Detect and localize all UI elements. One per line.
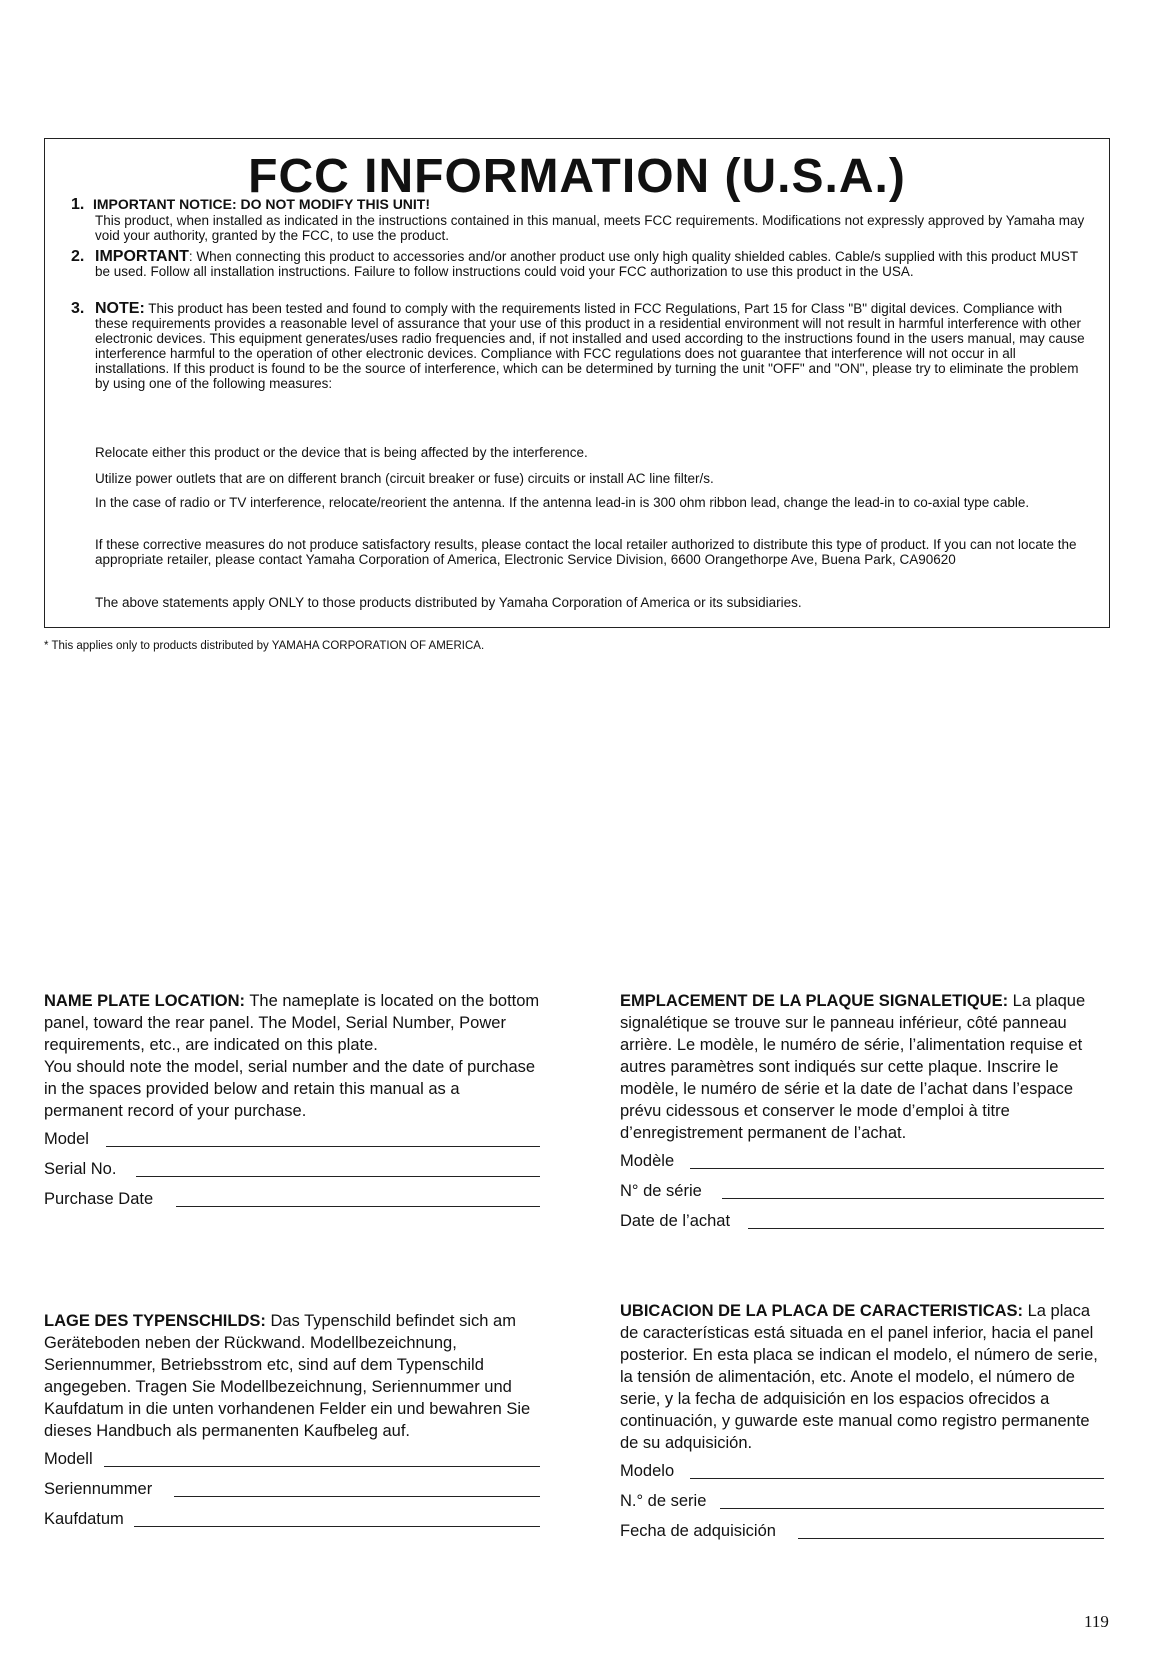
french-paragraph — [620, 990, 1104, 1144]
name-plate-section-german — [44, 1310, 540, 1538]
fcc-item-1 — [45, 197, 1085, 243]
spanish-serial-label: N.° de serie — [620, 1492, 707, 1510]
spanish-serial-field — [620, 1490, 1104, 1520]
french-model-field — [620, 1150, 1104, 1180]
spanish-model-line[interactable] — [690, 1478, 1104, 1479]
fcc-outlets-paragraph: Utilize power outlets that are on different branch (circuit breaker or fuse) circuits or install AC line filter/s. — [95, 471, 714, 486]
french-serial-label: N° de série — [620, 1182, 702, 1200]
german-serial-field — [44, 1478, 540, 1508]
german-paragraph — [44, 1310, 540, 1442]
spanish-text-1: La placa de características está situada en el panel inferior, hacia el panel posterior. En esta placa se indican el modelo, el número de serie, la tensión de alimentación, etc. Anote el modelo, el número de serie, y la fecha de adquisición en los espacios ofrecidos a continuación, y guwarde este manual como registro permanente de su adquisición. — [620, 1302, 1098, 1452]
page-number: 119 — [1084, 1612, 1109, 1631]
spanish-date-line[interactable] — [798, 1538, 1104, 1539]
english-paragraph — [44, 990, 540, 1056]
french-date-field — [620, 1210, 1104, 1240]
name-plate-section-french — [620, 990, 1104, 1240]
french-serial-field — [620, 1180, 1104, 1210]
fcc-item-3-number: 3. — [71, 300, 85, 317]
spanish-date-field — [620, 1520, 1104, 1550]
english-date-field — [44, 1188, 540, 1218]
spanish-serial-line[interactable] — [720, 1508, 1104, 1509]
fcc-statements-paragraph: The above statements apply ONLY to those products distributed by Yamaha Corporation of America or its subsidiaries. — [95, 595, 802, 610]
fcc-contact-paragraph: If these corrective measures do not produce satisfactory results, please contact the local retailer authorized to distribute this type of product. If you can not locate the appropriate retailer, please contact Yamaha Corporation of America, Electronic Service Division, 6600 Orangethorpe Ave, Buena Park, CA90620 — [95, 537, 1077, 567]
english-serial-line[interactable] — [136, 1176, 540, 1177]
french-model-line[interactable] — [690, 1168, 1104, 1169]
fcc-item-2 — [45, 249, 1085, 279]
spanish-paragraph — [620, 1300, 1104, 1454]
fcc-item-1-heading: IMPORTANT NOTICE: DO NOT MODIFY THIS UNIT! — [93, 196, 431, 212]
german-model-line[interactable] — [104, 1466, 540, 1467]
spanish-model-field — [620, 1460, 1104, 1490]
german-model-field — [44, 1448, 540, 1478]
english-model-field — [44, 1128, 540, 1158]
name-plate-section-english — [44, 990, 540, 1218]
english-serial-field — [44, 1158, 540, 1188]
german-text-1: Das Typenschild befindet sich am Geräteboden neben der Rückwand. Modellbezeichnung, Seriennummer, Betriebsstrom etc, sind auf dem Typenschild angegeben. Tragen Sie Modellbezeichnung, Seriennummer und Kaufdatum in die unten vorhandenen Felder ein und bewahren Sie dieses Handbuch als permanenten Kaufbeleg auf. — [44, 1312, 531, 1440]
english-date-line[interactable] — [176, 1206, 540, 1207]
fcc-item-2-body — [95, 249, 1085, 279]
english-serial-label: Serial No. — [44, 1160, 117, 1178]
french-model-label: Modèle — [620, 1152, 675, 1170]
fcc-item-2-text: : When connecting this product to accessories and/or another product use only high quality shielded cables. Cable/s supplied with this product MUST be used. Follow all installation instructions. Failure to follow instructions could void your FCC authorization to use this product in the USA. — [95, 249, 1078, 279]
fcc-item-3 — [45, 301, 1085, 391]
fcc-item-3-text: This product has been tested and found to comply with the requirements listed in FCC Regulations, Part 15 for Class "B" digital devices. Compliance with these requirements provides a reasonable level of assurance that your use of this product in a residential environment will not result in harmful interference with other electronic devices. This equipment generates/uses radio frequencies and, if not installed and used according to the instructions found in the users manual, may cause interference harmful to the operation of other electronic devices. Compliance with FCC regulations does not guarantee that interference will not occur in all installations. If this product is found to be the source of interference, which can be determined by turning the unit "OFF" and "ON", please try to eliminate the problem by using one of the following measures: — [95, 301, 1085, 391]
fcc-relocate-paragraph: Relocate either this product or the device that is being affected by the interference. — [95, 445, 588, 460]
footnote: * This applies only to products distributed by YAMAHA CORPORATION OF AMERICA. — [44, 640, 485, 652]
french-serial-line[interactable] — [722, 1198, 1104, 1199]
spanish-model-label: Modelo — [620, 1462, 675, 1480]
french-heading: EMPLACEMENT DE LA PLAQUE SIGNALETIQUE: — [620, 992, 1009, 1010]
fcc-item-3-lead: NOTE: — [95, 300, 145, 317]
german-date-line[interactable] — [134, 1526, 540, 1527]
german-model-label: Modell — [44, 1450, 93, 1468]
french-text-1: La plaque signalétique se trouve sur le panneau inférieur, côté panneau arrière. Le modèle, le numéro de série, l’alimentation requise et autres paramètres sont indiqués sur cette plaque. Inscrire le modèle, le numéro de série et la date de l’achat dans l’espace prévu cidessous et conserver le mode d’emploi à titre d’enregistrement permanent de l’achat. — [620, 992, 1086, 1142]
fcc-antenna-paragraph: In the case of radio or TV interference, relocate/reorient the antenna. If the antenna lead-in is 300 ohm ribbon lead, change the lead-in to co-axial type cable. — [95, 495, 1030, 510]
fcc-item-1-body: This product, when installed as indicated in the instructions contained in this manual, meets FCC requirements. Modifications not expressly approved by Yamaha may void your authority, granted by the FCC, to use the product. — [95, 213, 1085, 243]
fcc-title: FCC INFORMATION (U.S.A.) — [248, 150, 906, 203]
spanish-heading: UBICACION DE LA PLACA DE CARACTERISTICAS: — [620, 1302, 1024, 1320]
german-date-label: Kaufdatum — [44, 1510, 124, 1528]
spanish-date-label: Fecha de adquisición — [620, 1522, 776, 1540]
french-date-label: Date de l’achat — [620, 1212, 731, 1230]
fcc-item-1-number: 1. — [71, 196, 85, 213]
german-serial-line[interactable] — [174, 1496, 540, 1497]
fcc-information-box — [44, 138, 1110, 628]
german-serial-label: Seriennummer — [44, 1480, 153, 1498]
name-plate-section-spanish — [620, 1300, 1104, 1550]
french-date-line[interactable] — [748, 1228, 1104, 1229]
fcc-item-2-lead: IMPORTANT — [95, 248, 189, 265]
english-heading: NAME PLATE LOCATION: — [44, 992, 246, 1010]
english-date-label: Purchase Date — [44, 1190, 154, 1208]
english-model-line[interactable] — [106, 1146, 540, 1147]
english-model-label: Model — [44, 1130, 89, 1148]
german-date-field — [44, 1508, 540, 1538]
fcc-item-2-number: 2. — [71, 248, 85, 265]
german-heading: LAGE DES TYPENSCHILDS: — [44, 1312, 266, 1330]
fcc-item-3-body — [95, 301, 1085, 391]
english-text-1: The nameplate is located on the bottom panel, toward the rear panel. The Model, Serial Number, Power requirements, etc., are indicated on this plate. — [44, 992, 540, 1054]
english-text-2: You should note the model, serial number and the date of purchase in the spaces provided below and retain this manual as a permanent record of your purchase. — [44, 1058, 536, 1120]
